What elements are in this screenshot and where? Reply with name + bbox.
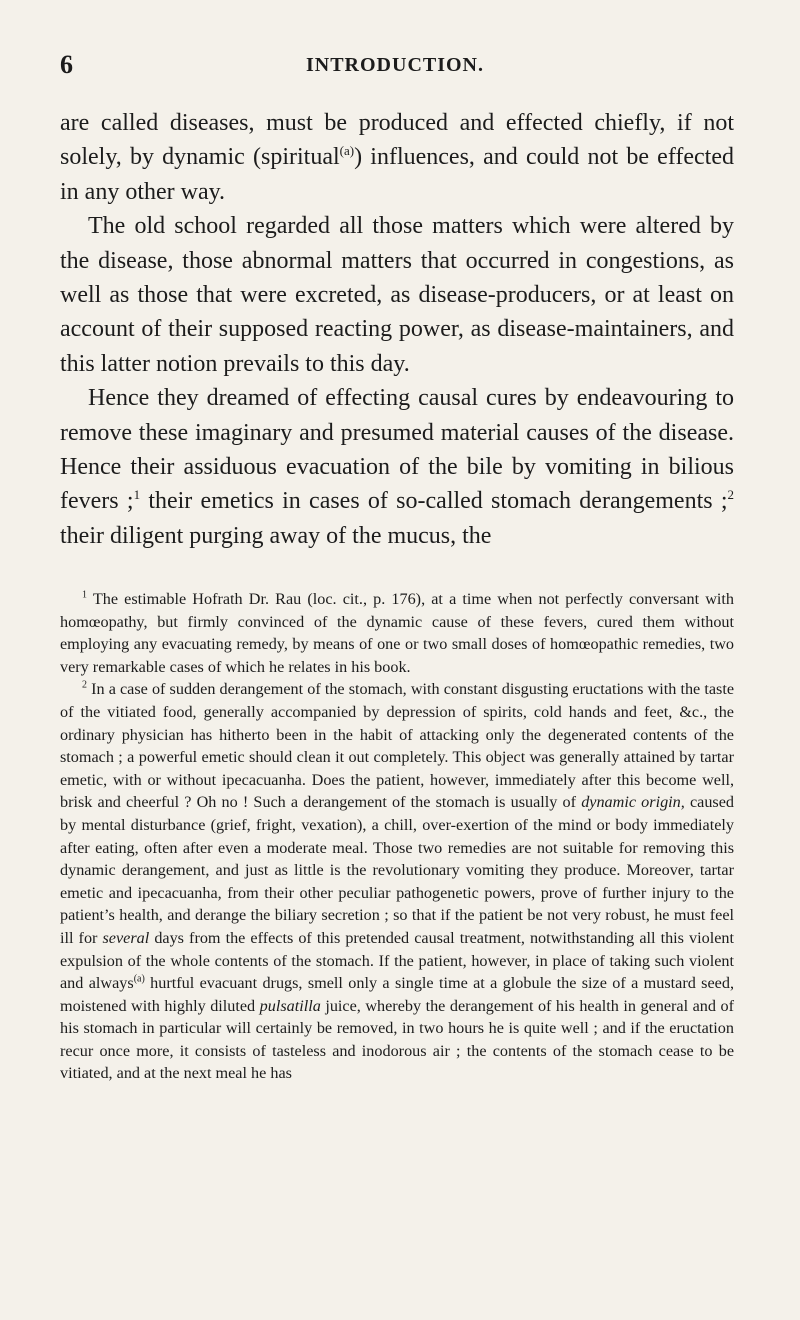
main-text	[60, 106, 734, 553]
footnote-marker-a: (a)	[339, 143, 355, 159]
footnote-2-text-b: caused by mental disturbance (grief, fright, vexation), a chill, over-exertion of the mind or body immediately after eating, often after even a moderate meal. Those two remedies are not suitable for removing this dynamic derangement, and just as little is the revolutionary vomiting they produce. Moreover, tartar emetic and ipecacuanha, from their other peculiar pathogenetic powers, prove of further injury to the patient’s health, and derange the biliary secretion ; so that if the patient be not very robust, he must feel ill for	[60, 793, 735, 947]
footnote-2-text-c: days from the effects of this pretended causal treatment, notwithstanding all this violent expulsion of the whole contents of the stomach. If the patient, however, in place of taking such violent and always	[60, 928, 734, 993]
footnote-2-mark: 2	[82, 679, 87, 691]
footnote-ref-2: 2	[727, 487, 734, 503]
paragraph-3-text-b: their emetics in cases of so-called stomach derangements ;	[140, 488, 728, 515]
footnote-1	[60, 588, 734, 678]
paragraph-3	[60, 381, 734, 553]
footnote-2	[60, 678, 734, 1085]
paragraph-3-text-a: Hence they dreamed of effecting causal cures by endeavouring to remove these imaginary and presumed material causes of the disease. Hence their assiduous evacuation of the bile by vomiting in bilious fevers ;	[60, 385, 734, 515]
footnote-2-text-e: juice, whereby the derangement of his health in general and of his stomach in particular will certainly be removed, in two hours he is quite well ; and if the eructation recur once more, it consists of tasteless and inodorous air ; the contents of the stomach cease to be vitiated, and at the next meal he has	[60, 996, 734, 1083]
paragraph-1	[60, 106, 734, 209]
footnote-2-emphasis-1: dynamic origin,	[581, 793, 685, 812]
footnote-2-text-a: In a case of sudden derangement of the stomach, with constant disgusting eructations with the taste of the vitiated food, generally accompanied by depression of spirits, cold hands and feet, &c., the ordinary physician has hitherto been in the habit of attacking only the degenerated contents of the stomach ; a powerful emetic should clean it out completely. This object was generally attained by tartar emetic, with or without ipecacuanha. Does the patient, however, immediately after this become well, brisk and cheerful ? Oh no ! Such a derangement of the stomach is usually of	[60, 680, 734, 812]
footnote-ref-1: 1	[133, 487, 141, 503]
footnote-2-emphasis-3: pulsatilla	[259, 996, 321, 1015]
page-number: 6	[60, 50, 73, 79]
paragraph-1-text-a: are called diseases, must be produced and effected chiefly, if not solely, by dynamic (spiritual	[60, 110, 734, 171]
page-header	[60, 50, 730, 84]
footnote-2-text-d: hurtful evacuant drugs, smell only a single time at a globule the size of a mustard seed, moistened with highly diluted	[60, 974, 734, 1015]
running-title: INTRODUCTION.	[305, 54, 485, 76]
footnotes	[60, 588, 734, 1085]
paragraph-2: The old school regarded all those matters which were altered by the disease, those abnormal matters that occurred in congestions, as well as those that were excreted, as disease-producers, or at least on account of their supposed reacting power, as disease-maintainers, and this latter notion prevails to this day.	[60, 213, 734, 377]
footnote-1-mark: 1	[82, 589, 87, 601]
paragraph-3-text-c: their diligent purging away of the mucus, the	[60, 522, 492, 549]
footnote-2-marker-a: (a)	[133, 973, 145, 985]
footnote-1-text: The estimable Hofrath Dr. Rau (loc. cit., p. 176), at a time when not perfectly conversant with homœopathy, but firmly convinced of the dynamic cause of these fevers, cured them without employing any evacuating remedy, by means of one or two small doses of homœopathic remedies, two very remarkable cases of which he relates in his book.	[60, 590, 734, 676]
paragraph-1-text-b: ) influences, and could not be effected in any other way.	[60, 144, 734, 205]
footnote-2-emphasis-2: several	[102, 928, 150, 947]
